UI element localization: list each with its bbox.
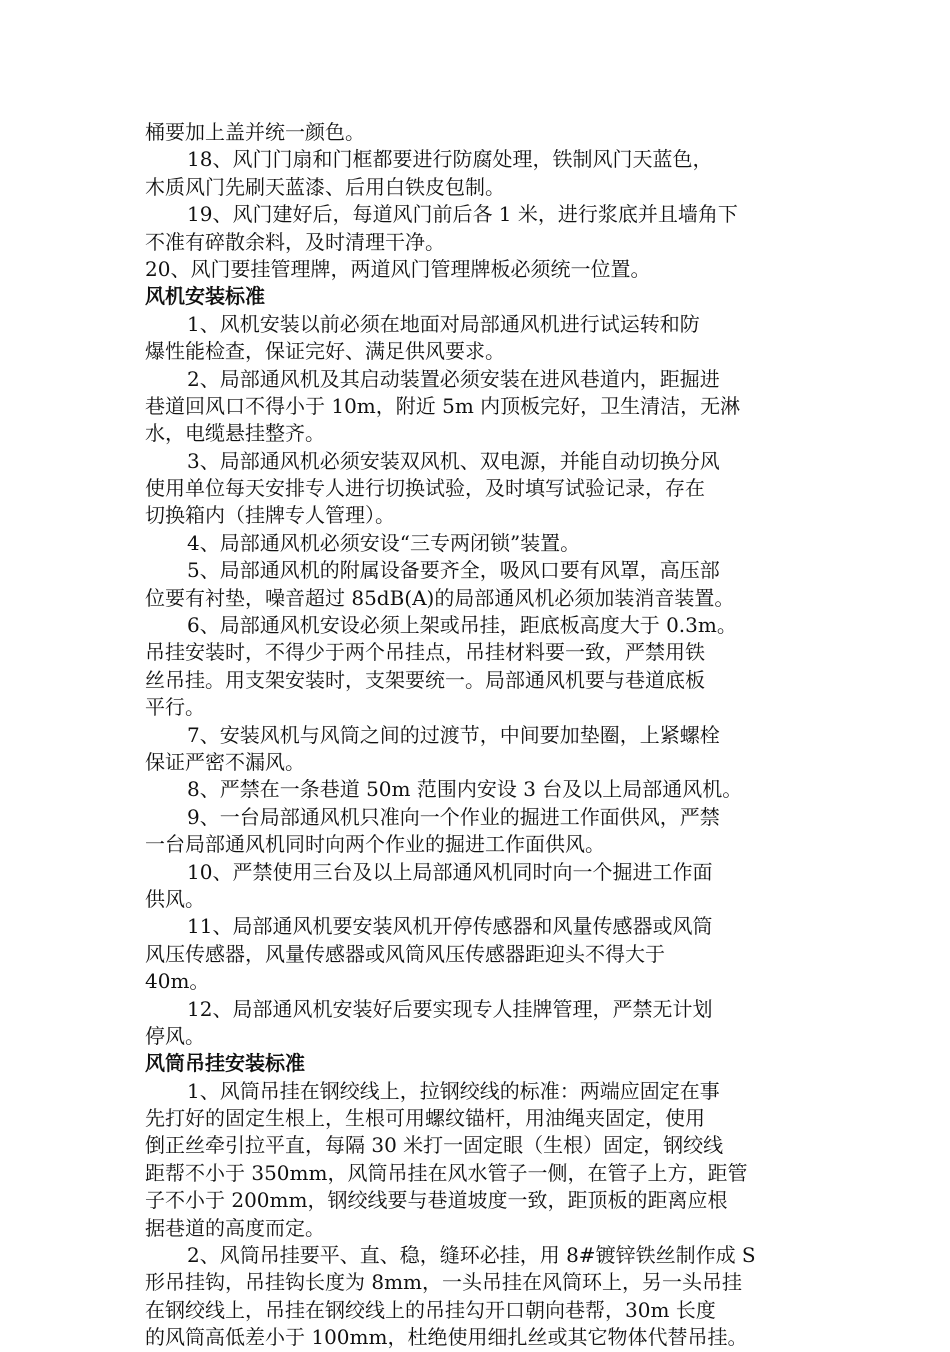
text-line: 1、风筒吊挂在钢绞线上，拉钢绞线的标准：两端应固定在事 [187,1078,720,1103]
text-line: 6、局部通风机安设必须上架或吊挂，距底板高度大于 0.3m。 [187,613,737,638]
text-line: 形吊挂钩，吊挂钩长度为 8mm，一头吊挂在风筒环上，另一头吊挂 [145,1270,743,1295]
text-line: 平行。 [145,695,205,720]
text-line: 5、局部通风机的附属设备要齐全，吸风口要有风罩，高压部 [187,558,720,583]
text-line: 2、风筒吊挂要平、直、稳，缝环必挂，用 8#镀锌铁丝制作成 S [187,1243,756,1268]
text-line: 风压传感器，风量传感器或风筒风压传感器距迎头不得大于 [145,941,665,966]
text-line: 在钢绞线上，吊挂在钢绞线上的吊挂勾开口朝向巷帮，30m 长度 [145,1297,716,1322]
section-heading: 风筒吊挂安装标准 [145,1051,305,1076]
text-line: 巷道回风口不得小于 10m，附近 5m 内顶板完好，卫生清洁，无淋 [145,393,741,418]
text-line: 距帮不小于 350mm，风筒吊挂在风水管子一侧，在管子上方，距管 [145,1160,748,1185]
section-heading: 风机安装标准 [145,284,265,309]
text-line: 供风。 [145,886,205,911]
text-line: 水，电缆悬挂整齐。 [145,421,325,446]
text-line: 保证严密不漏风。 [145,749,305,774]
text-line: 的风筒高低差小于 100mm，杜绝使用细扎丝或其它物体代替吊挂。 [145,1325,748,1350]
text-line: 木质风门先刷天蓝漆、后用白铁皮包制。 [145,174,505,199]
text-line: 切换箱内（挂牌专人管理）。 [145,503,395,528]
text-line: 12、局部通风机安装好后要实现专人挂牌管理，严禁无计划 [187,996,713,1021]
text-line: 不准有碎散余料，及时清理干净。 [145,229,445,254]
text-line: 4、局部通风机必须安设“三专两闭锁”装置。 [187,530,581,555]
text-line: 1、风机安装以前必须在地面对局部通风机进行试运转和防 [187,311,700,336]
text-line: 10、严禁使用三台及以上局部通风机同时向一个掘进工作面 [187,859,713,884]
text-line: 9、一台局部通风机只准向一个作业的掘进工作面供风，严禁 [187,804,720,829]
text-line: 子不小于 200mm，钢绞线要与巷道坡度一致，距顶板的距离应根 [145,1188,728,1213]
text-line: 丝吊挂。用支架安装时，支架要统一。局部通风机要与巷道底板 [145,667,705,692]
text-line: 20、风门要挂管理牌，两道风门管理牌板必须统一位置。 [145,256,651,281]
text-line: 40m。 [145,969,210,994]
text-line: 先打好的固定生根上，生根可用螺纹锚杆，用油绳夹固定，使用 [145,1106,705,1131]
text-line: 倒正丝牵引拉平直，每隔 30 米打一固定眼（生根）固定，钢绞线 [145,1133,724,1158]
text-line: 位要有衬垫，噪音超过 85dB(A)的局部通风机必须加装消音装置。 [145,585,735,610]
text-line: 使用单位每天安排专人进行切换试验，及时填写试验记录，存在 [145,476,705,501]
text-line: 一台局部通风机同时向两个作业的掘进工作面供风。 [145,832,605,857]
text-line: 吊挂安装时，不得少于两个吊挂点，吊挂材料要一致，严禁用铁 [145,640,705,665]
text-line: 爆性能检查，保证完好、满足供风要求。 [145,339,505,364]
text-line: 3、局部通风机必须安装双风机、双电源，并能自动切换分风 [187,448,720,473]
document-page [145,119,817,1352]
text-line: 据巷道的高度而定。 [145,1215,325,1240]
text-line: 桶要加上盖并统一颜色。 [145,120,365,144]
text-line: 11、局部通风机要安装风机开停传感器和风量传感器或风筒 [187,914,713,939]
text-line: 2、局部通风机及其启动装置必须安装在进风巷道内，距掘进 [187,366,720,391]
text-line: 19、风门建好后，每道风门前后各 1 米，进行浆底并且墙角下 [187,202,738,227]
text-line: 7、安装风机与风筒之间的过渡节，中间要加垫圈，上紧螺栓 [187,722,720,747]
text-line: 18、风门门扇和门框都要进行防腐处理，铁制风门天蓝色， [187,147,713,172]
text-line: 停风。 [145,1023,205,1048]
text-line: 8、严禁在一条巷道 50m 范围内安设 3 台及以上局部通风机。 [187,777,743,802]
